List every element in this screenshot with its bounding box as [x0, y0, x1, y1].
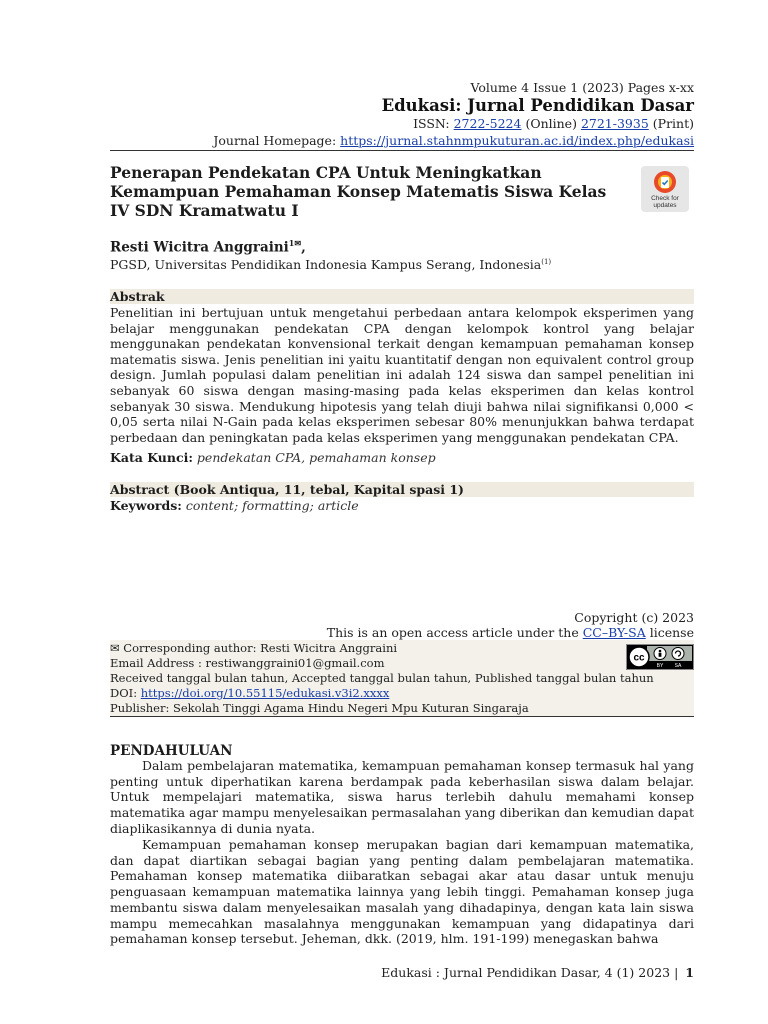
issn-print-link[interactable]: 2721-3935: [580, 116, 649, 131]
kata-kunci-values: pendekatan CPA, pemahaman konsep: [196, 450, 436, 465]
journal-title: Edukasi: Jurnal Pendidikan Dasar: [381, 96, 694, 115]
doi-label: DOI:: [110, 686, 138, 700]
doi-line: [110, 686, 389, 700]
keywords-label: Keywords:: [110, 498, 182, 513]
page-footer: [381, 965, 694, 980]
homepage-line: [213, 133, 694, 148]
cc-text: cc: [633, 652, 645, 664]
correspondence-bottom-rule: [110, 716, 694, 717]
author-affiliation: [110, 257, 551, 272]
license-line: [327, 625, 694, 640]
check-updates-icon: [653, 170, 677, 194]
kata-kunci-line: [110, 450, 436, 465]
volume-info: Volume 4 Issue 1 (2023) Pages x-xx: [470, 80, 694, 95]
license-suffix: license: [649, 625, 694, 640]
issn-online-link[interactable]: 2722-5224: [453, 116, 522, 131]
body-paragraph: Kemampuan pemahaman konsep merupakan bagian dari kemampuan matematika, dan dapat diartikan sebagai bagian yang penting dalam pembelajaran matematika. Pemahaman konsep matematika diibaratkan sebagai akar atau dasar untuk menuju penguasaan kemampuan matematika lainnya yang lebih tinggi. Pemahaman konsep juga membantu siswa dalam menyelesaikan masalah yang dihadapinya, dengan kata lain siswa mampu memecahkan masalahnya menggunakan kemampuan yang didapatinya dari pemahaman konsep tersebut. Jeheman, dkk. (2019, hlm. 191-199) menegaskan bahwa: [110, 837, 694, 947]
cc-license-icon: [627, 645, 693, 669]
envelope-icon: ✉: [294, 238, 302, 248]
footer-separator: |: [674, 965, 679, 980]
kata-kunci-label: Kata Kunci:: [110, 450, 193, 465]
check-updates-label: Check for updates: [651, 195, 679, 209]
envelope-icon: ✉: [110, 641, 120, 655]
issn-label: ISSN:: [413, 116, 450, 131]
issn-line: [413, 116, 694, 131]
submission-dates: Received tanggal bulan tahun, Accepted tanggal bulan tahun, Published tanggal bulan tahun: [110, 671, 654, 685]
homepage-label: Journal Homepage:: [213, 133, 337, 148]
affiliation-text: PGSD, Universitas Pendidikan Indonesia Kampus Serang, Indonesia: [110, 257, 542, 272]
homepage-link[interactable]: https://jurnal.stahnmpukuturan.ac.id/index.php/edukasi: [340, 133, 694, 148]
abstract-heading: Abstract (Book Antiqua, 11, tebal, Kapital spasi 1): [110, 482, 464, 497]
email-address: Email Address : restiwanggraini01@gmail.com: [110, 656, 385, 670]
header-divider: [110, 150, 694, 151]
check-for-updates-button[interactable]: [641, 166, 689, 212]
online-label: (Online): [525, 116, 577, 131]
author-name: Resti Wicitra Anggraini$^{1✉}$,: [110, 238, 306, 256]
abstrak-text: Penelitian ini bertujuan untuk mengetahui perbedaan antara kelompok eksperimen yang belajar menggunakan pendekatan CPA dengan kelompok kontrol yang belajar menggunakan pendekatan konvensional terkait dengan kemampuan pemahaman konsep matematis siswa. Jenis penelitian ini yaitu kuantitatif dengan non equivalent control group design. Jumlah populasi dalam penelitian ini adalah 124 siswa dan sampel penelitian ini sebanyak 60 siswa dengan masing-masing pada kelas eksperimen dan kelas kontrol sebanyak 30 siswa. Mendukung hipotesis yang telah diuji bahwa nilai signifikansi 0,000 < 0,05 serta nilai N-Gain pada kelas eksperimen sebesar 80% menunjukkan bahwa terdapat perbedaan dan peningkatan pada kelas eksperimen yang menggunakan pendekatan CPA.: [110, 305, 694, 445]
article-title: Penerapan Pendekatan CPA Untuk Meningkatkan Kemampuan Pemahaman Konsep Matematis Siswa Kelas IV SDN Kramatwatu I: [110, 163, 607, 220]
abstrak-heading: Abstrak: [110, 289, 165, 304]
publisher-line: Publisher: Sekolah Tinggi Agama Hindu Negeri Mpu Kuturan Singaraja: [110, 701, 529, 715]
affiliation-sup: (1): [541, 257, 552, 266]
print-label: (Print): [652, 116, 694, 131]
author-name-text: Resti Wicitra Anggraini: [110, 239, 289, 256]
abstrak-heading-band: [110, 289, 694, 304]
doi-link[interactable]: https://doi.org/10.55115/edukasi.v3i2.xxxx: [140, 686, 390, 700]
copyright-text: Copyright (c) 2023: [574, 610, 694, 625]
keywords-line: [110, 498, 359, 513]
corresponding-author: [110, 641, 397, 655]
keywords-values: content; formatting; article: [185, 498, 359, 513]
author-superscript: [289, 238, 301, 248]
section-heading-pendahuluan: PENDAHULUAN: [110, 743, 233, 759]
open-access-text: This is an open access article under the: [326, 625, 579, 640]
cc-by-sa-badge[interactable]: [626, 644, 694, 670]
by-text: BY: [656, 663, 664, 669]
author-sup-number: 1: [288, 238, 295, 248]
corresponding-author-text: Corresponding author: Resti Wicitra Anggraini: [123, 641, 398, 655]
running-title: Edukasi : Jurnal Pendidikan Dasar, 4 (1) 2023: [381, 965, 671, 980]
license-link[interactable]: CC–BY-SA: [582, 625, 646, 640]
sa-text: SA: [674, 663, 682, 669]
body-paragraph: Dalam pembelajaran matematika, kemampuan pemahaman konsep termasuk hal yang penting untuk diperhatikan karena berdampak pada keberhasilan siswa dalam belajar. Untuk mempelajari matematika, siswa harus terlebih dahulu memahami konsep matematika agar mampu menyelesaikan permasalahan yang diberikan dan kemudian dapat diaplikasikannya di dunia nyata.: [110, 758, 694, 836]
page-number: 1: [685, 965, 694, 980]
